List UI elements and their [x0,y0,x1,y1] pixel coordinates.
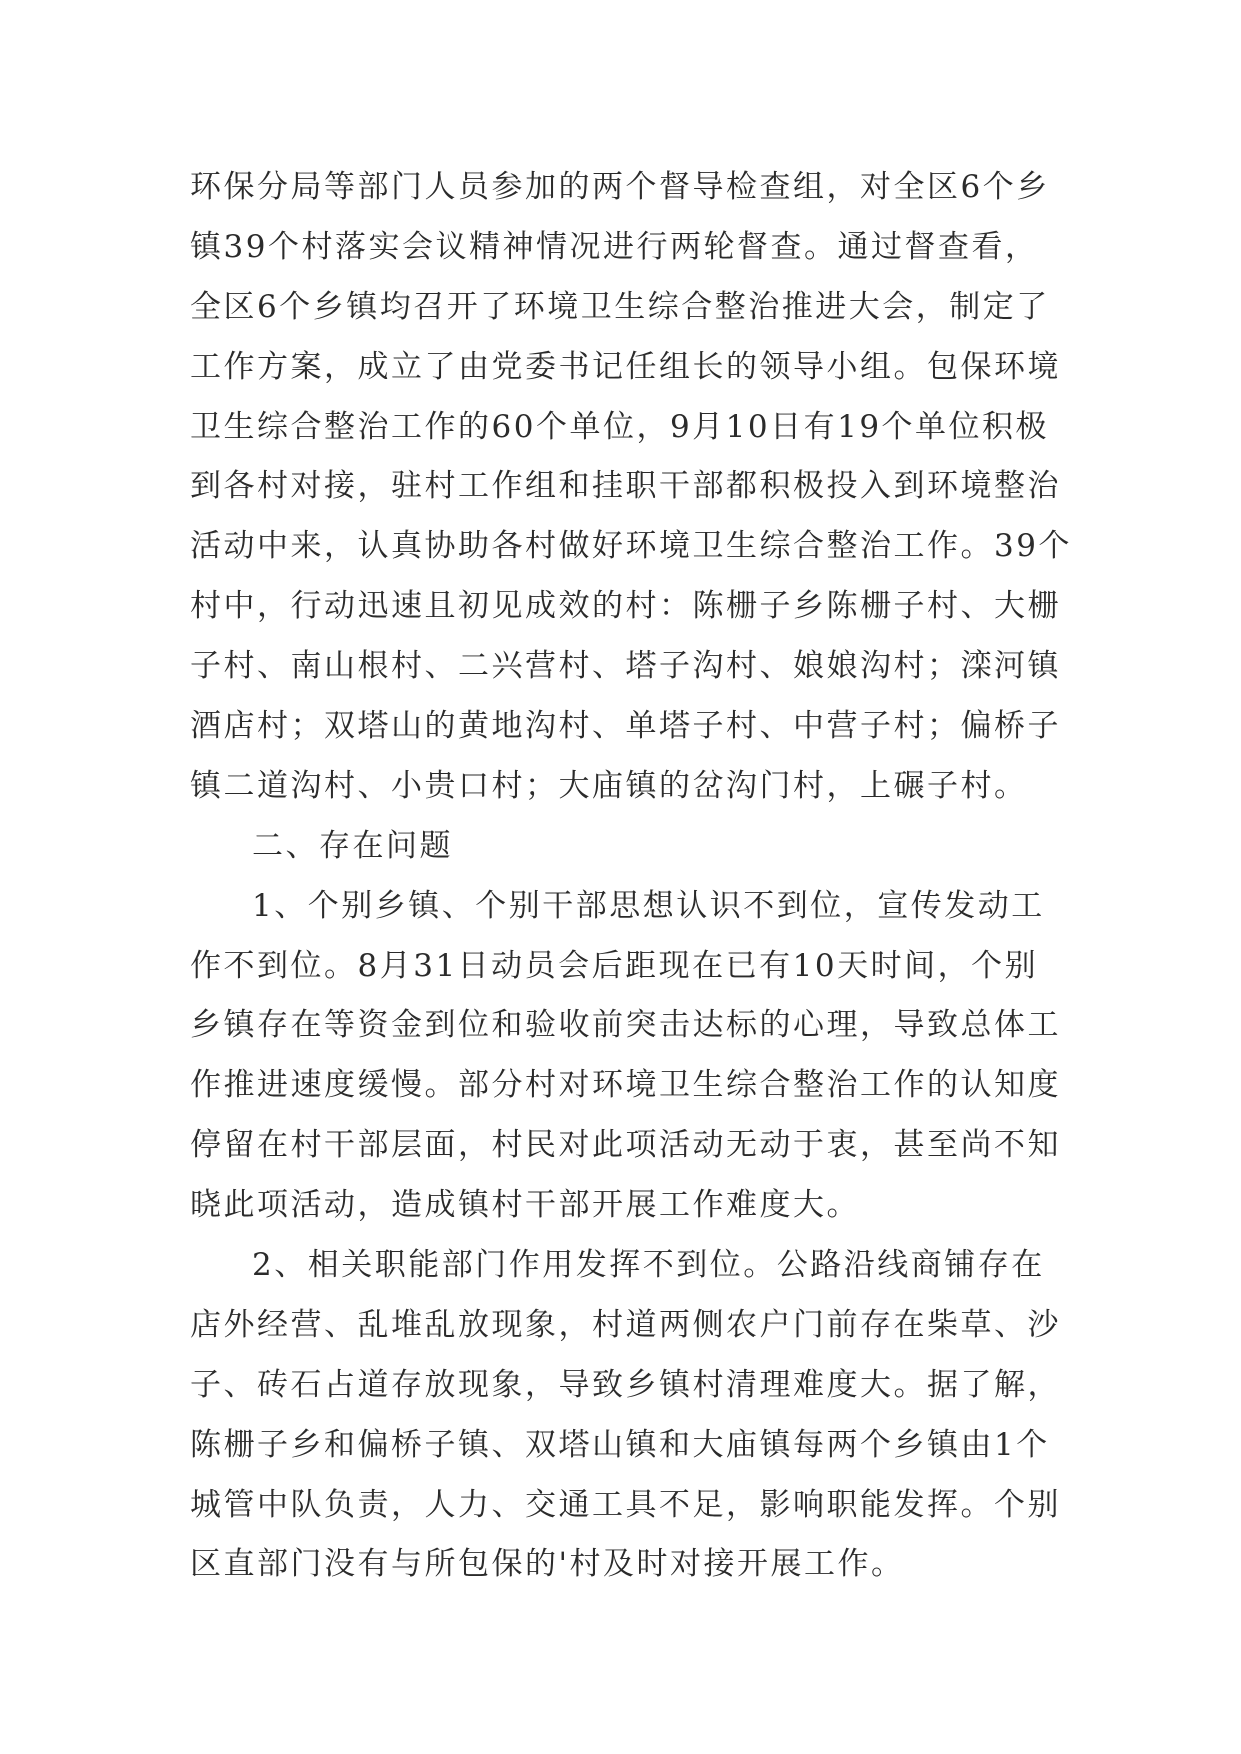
text-line: 停留在村干部层面，村民对此项活动无动于衷，甚至尚不知 [190,1127,1061,1164]
text-line: 村中，行动迅速且初见成效的村：陈栅子乡陈栅子村、大栅 [190,588,1061,625]
text-line: 店外经营、乱堆乱放现象，村道两侧农户门前存在柴草、沙 [190,1306,1061,1343]
text-line: 子村、南山根村、二兴营村、塔子沟村、娘娘沟村；滦河镇 [190,648,1061,685]
text-line: 卫生综合整治工作的60个单位，9月10日有19个单位积极 [190,408,1050,445]
text-line: 作不到位。8月31日动员会后距现在已有10天时间，个别 [190,947,1039,984]
text-line: 工作方案，成立了由党委书记任组长的领导小组。包保环境 [190,348,1061,385]
document-body [190,158,1072,1595]
text-line: 陈栅子乡和偏桥子镇、双塔山镇和大庙镇每两个乡镇由1个 [190,1426,1050,1463]
text-line: 晓此项活动，造成镇村干部开展工作难度大。 [190,1187,860,1224]
text-line: 活动中来，认真协助各村做好环境卫生综合整治工作。39个 [190,528,1072,565]
text-line: 区直部门没有与所包保的'村及时对接开展工作。 [190,1546,905,1583]
text-line: 二、存在问题 [252,827,453,864]
text-line: 镇39个村落实会议精神情况进行两轮督查。通过督查看， [190,228,1039,265]
text-line: 环保分局等部门人员参加的两个督导检查组，对全区6个乡 [190,169,1050,205]
text-line: 1、个别乡镇、个别干部思想认识不到位，宣传发动工 [252,887,1045,924]
text-line: 到各村对接，驻村工作组和挂职干部都积极投入到环境整治 [190,468,1061,505]
text-line: 城管中队负责，人力、交通工具不足，影响职能发挥。个别 [190,1486,1061,1523]
text-line: 2、相关职能部门作用发挥不到位。公路沿线商铺存在 [252,1247,1045,1284]
text-line: 乡镇存在等资金到位和验收前突击达标的心理，导致总体工 [190,1007,1061,1044]
text-line: 酒店村；双塔山的黄地沟村、单塔子村、中营子村；偏桥子 [190,708,1061,745]
text-line: 全区6个乡镇均召开了环境卫生综合整治推进大会，制定了 [190,288,1050,325]
text-line: 作推进速度缓慢。部分村对环境卫生综合整治工作的认知度 [190,1067,1061,1104]
text-line: 子、砖石占道存放现象，导致乡镇村清理难度大。据了解， [190,1366,1061,1403]
text-line: 镇二道沟村、小贵口村；大庙镇的岔沟门村，上碾子村。 [190,767,1028,804]
